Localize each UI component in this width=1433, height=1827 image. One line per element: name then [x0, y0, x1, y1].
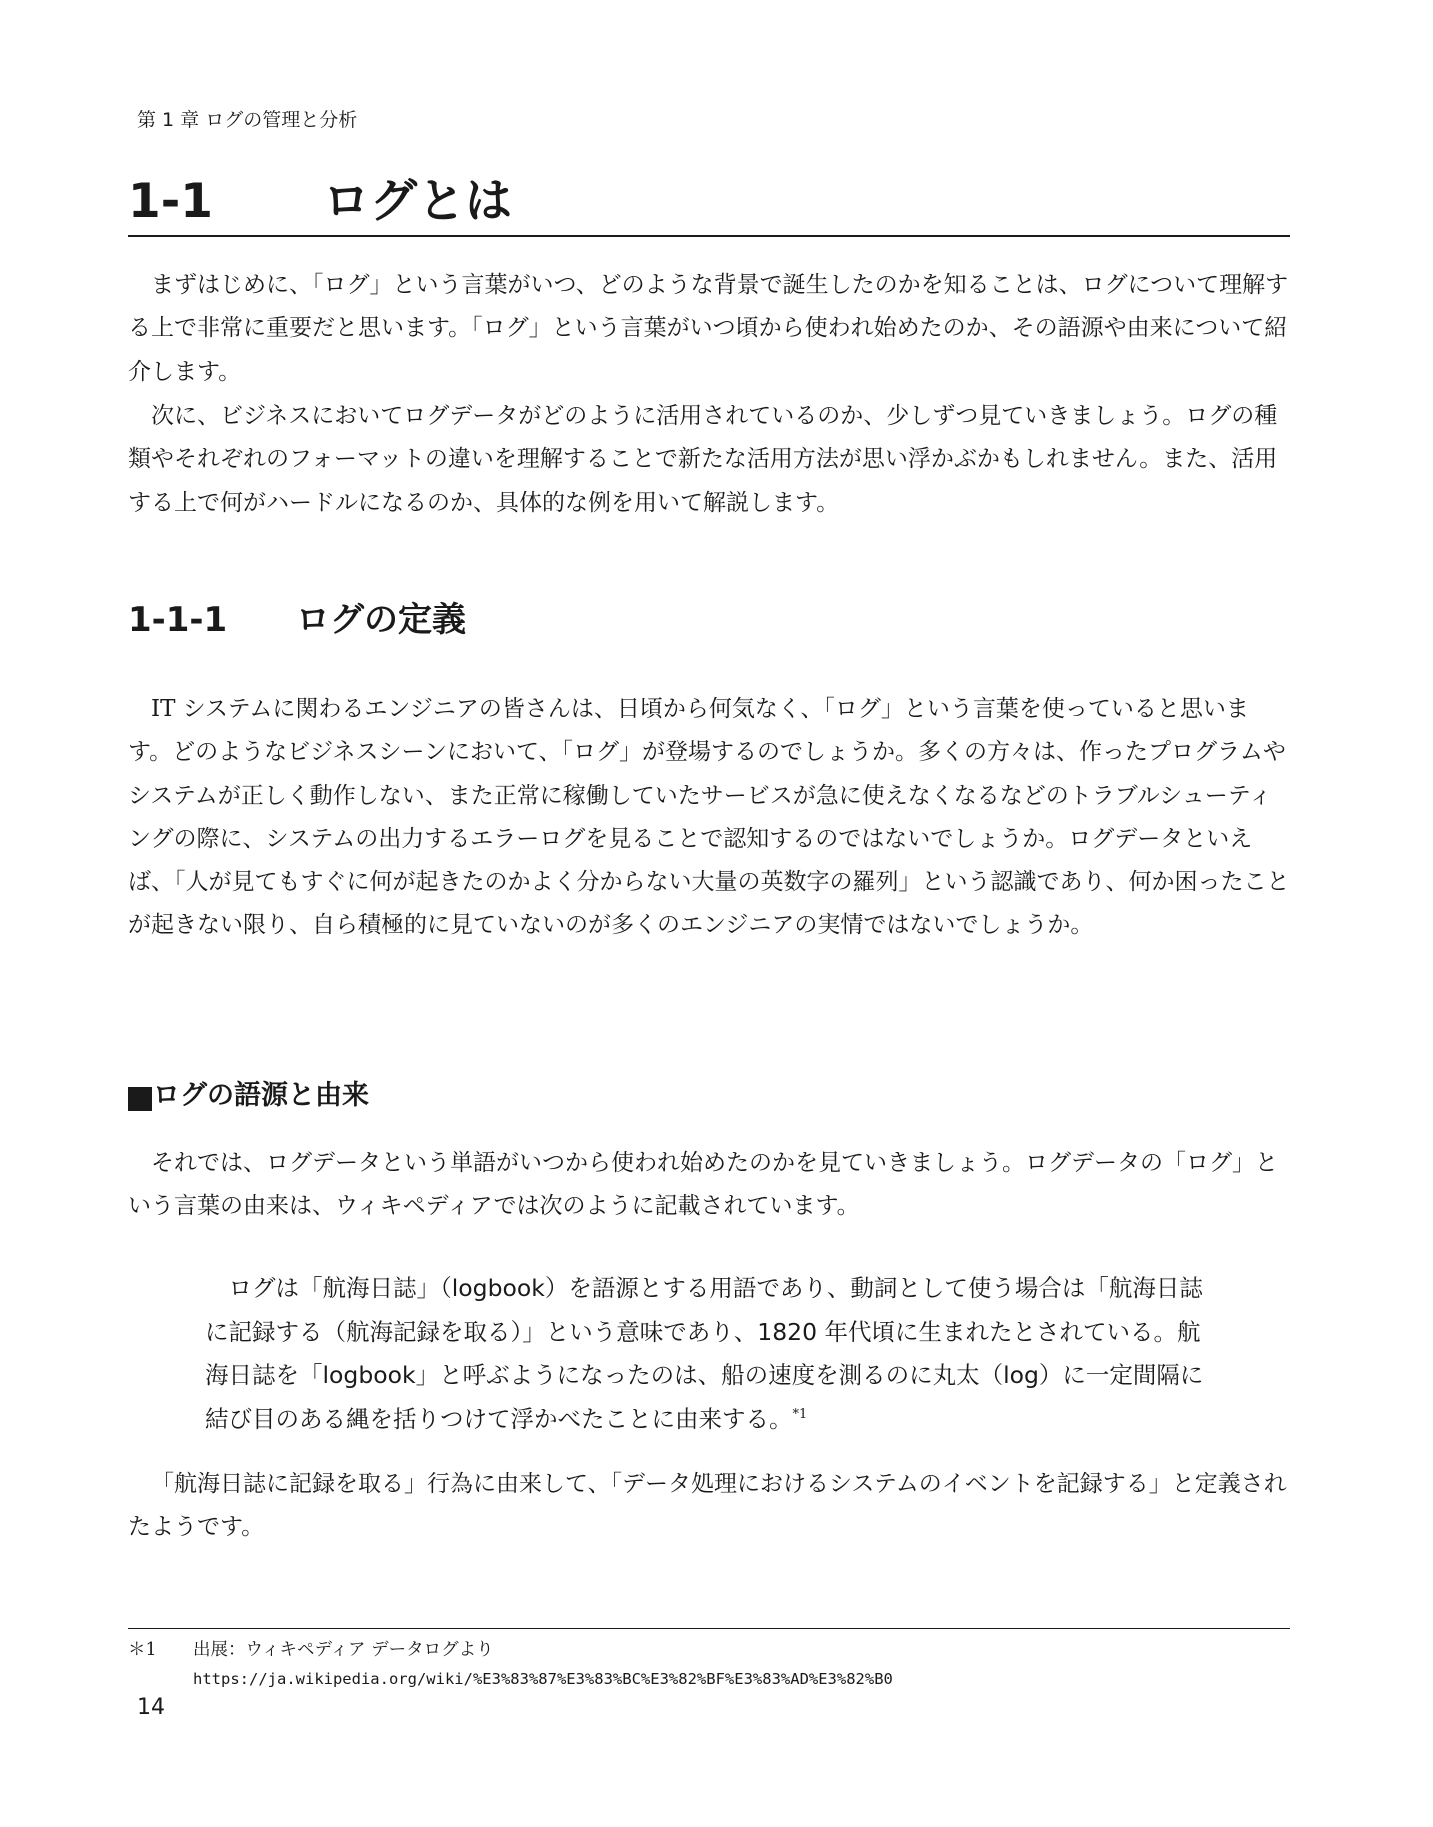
origin-paragraph: それでは、ログデータという単語がいつから使われ始めたのかを見ていきましょう。ログデータの「ログ」という言葉の由来は、ウィキペディアでは次のように記載されています。 [128, 1150, 1278, 1220]
section-title: ログとは [323, 174, 512, 229]
page-number: 14 [137, 1695, 165, 1720]
footnote-rule [128, 1628, 1290, 1629]
intro-paragraph-1: まずはじめに、「ログ」という言葉がいつ、どのような背景で誕生したのかを知ることは、ログについて理解する上で非常に重要だと思います。「ログ」という言葉がいつ頃から使われ始めたのか、その語源や由来について紹介します。 [128, 272, 1289, 385]
origin-heading-text: ログの語源と由来 [153, 1080, 369, 1111]
footnote-ref: *1 [792, 1406, 808, 1422]
heading-square-marker [128, 1087, 152, 1111]
definition-paragraph: IT システムに関わるエンジニアの皆さんは、日頃から何気なく、「ログ」という言葉を使っていると思います。どのようなビジネスシーンにおいて、「ログ」が登場するのでしょうか。多くの方々は、作ったプログラムやシステムが正しく動作しない、また正常に稼働していたサービスが急に使えなくなるなどのトラブルシューティングの際に、システムの出力するエラーログを見ることで認知するのではないでしょうか。ログデータといえば、「人が見てもすぐに何が起きたのかよく分からない大量の英数字の羅列」という認識であり、何か困ったことが起きない限り、自ら積極的に見ていないのが多くのエンジニアの実情ではないでしょうか。 [128, 696, 1290, 939]
quote-text: ログは「航海日誌」（logbook）を語源とする用語であり、動詞として使う場合は「航海日誌に記録する（航海記録を取る）」という意味であり、1820 年代頃に生まれたとされている。航海日誌を「logbook」と呼ぶようになったのは、船の速度を測るのに丸太（log）に一定間隔に結び目のある縄を括りつけて浮かべたことに由来する。 [205, 1274, 1204, 1433]
footnote-source: 出展：ウィキペディア データログより [193, 1640, 494, 1660]
subsection-title: ログの定義 [296, 600, 466, 640]
closing-paragraph: 「航海日誌に記録を取る」行為に由来して、「データ処理におけるシステムのイベントを記録する」と定義されたようです。 [128, 1471, 1287, 1541]
running-head: 第 1 章 ログの管理と分析 [137, 109, 358, 131]
subsection-number: 1-1-1 [128, 600, 228, 640]
footnote-url: https://ja.wikipedia.org/wiki/%E3%83%87%E3%83%BC%E3%82%BF%E3%83%AD%E3%82%B0 [193, 1670, 893, 1688]
intro-paragraph-2: 次に、ビジネスにおいてログデータがどのように活用されているのか、少しずつ見ていきましょう。ログの種類やそれぞれのフォーマットの違いを理解することで新たな活用方法が思い浮かぶかもしれません。また、活用する上で何がハードルになるのか、具体的な例を用いて解説します。 [128, 403, 1278, 516]
section-rule [128, 235, 1290, 237]
origin-heading [128, 1076, 369, 1116]
section-number: 1-1 [128, 174, 213, 229]
footnote-marker: ＊1 [128, 1640, 157, 1660]
section-heading [128, 172, 1290, 232]
wikipedia-quote [205, 1267, 1220, 1441]
